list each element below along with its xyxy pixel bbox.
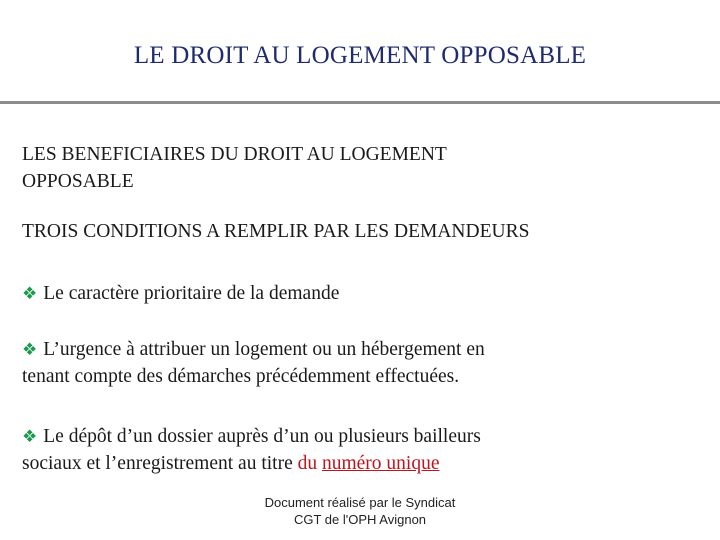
title-divider [0, 101, 720, 104]
list-item-text-line-2: tenant compte des démarches précédemment effectuées. [22, 366, 460, 387]
emphasis-text: du [297, 453, 322, 474]
list-item-text-line-2: sociaux et l’enregistrement au titre [22, 453, 298, 474]
section-heading-conditions: TROIS CONDITIONS A REMPLIR PAR LES DEMANDEURS [22, 221, 530, 242]
heading-line-1: LES BENEFICIAIRES DU DROIT AU LOGEMENT [22, 144, 447, 165]
footer-credit [220, 494, 500, 528]
list-item [22, 280, 692, 307]
slide-title: LE DROIT AU LOGEMENT OPPOSABLE [133, 42, 587, 69]
list-item-text: Le caractère prioritaire de la demande [43, 283, 340, 304]
footer-line-1: Document réalisé par le Syndicat [264, 495, 456, 510]
list-item [22, 336, 692, 390]
diamond-bullet-icon: ❖ [22, 427, 38, 446]
list-item [22, 423, 692, 477]
footer-line-2: CGT de l'OPH Avignon [293, 512, 427, 527]
underlined-emphasis-text: numéro unique [321, 453, 440, 474]
section-heading-beneficiaries [22, 141, 692, 195]
list-item-text-line-1: L’urgence à attribuer un logement ou un hébergement en [43, 339, 485, 360]
diamond-bullet-icon: ❖ [22, 284, 38, 303]
diamond-bullet-icon: ❖ [22, 340, 38, 359]
heading-line-2: OPPOSABLE [22, 171, 134, 192]
list-item-text-line-1: Le dépôt d’un dossier auprès d’un ou plusieurs bailleurs [43, 426, 481, 447]
